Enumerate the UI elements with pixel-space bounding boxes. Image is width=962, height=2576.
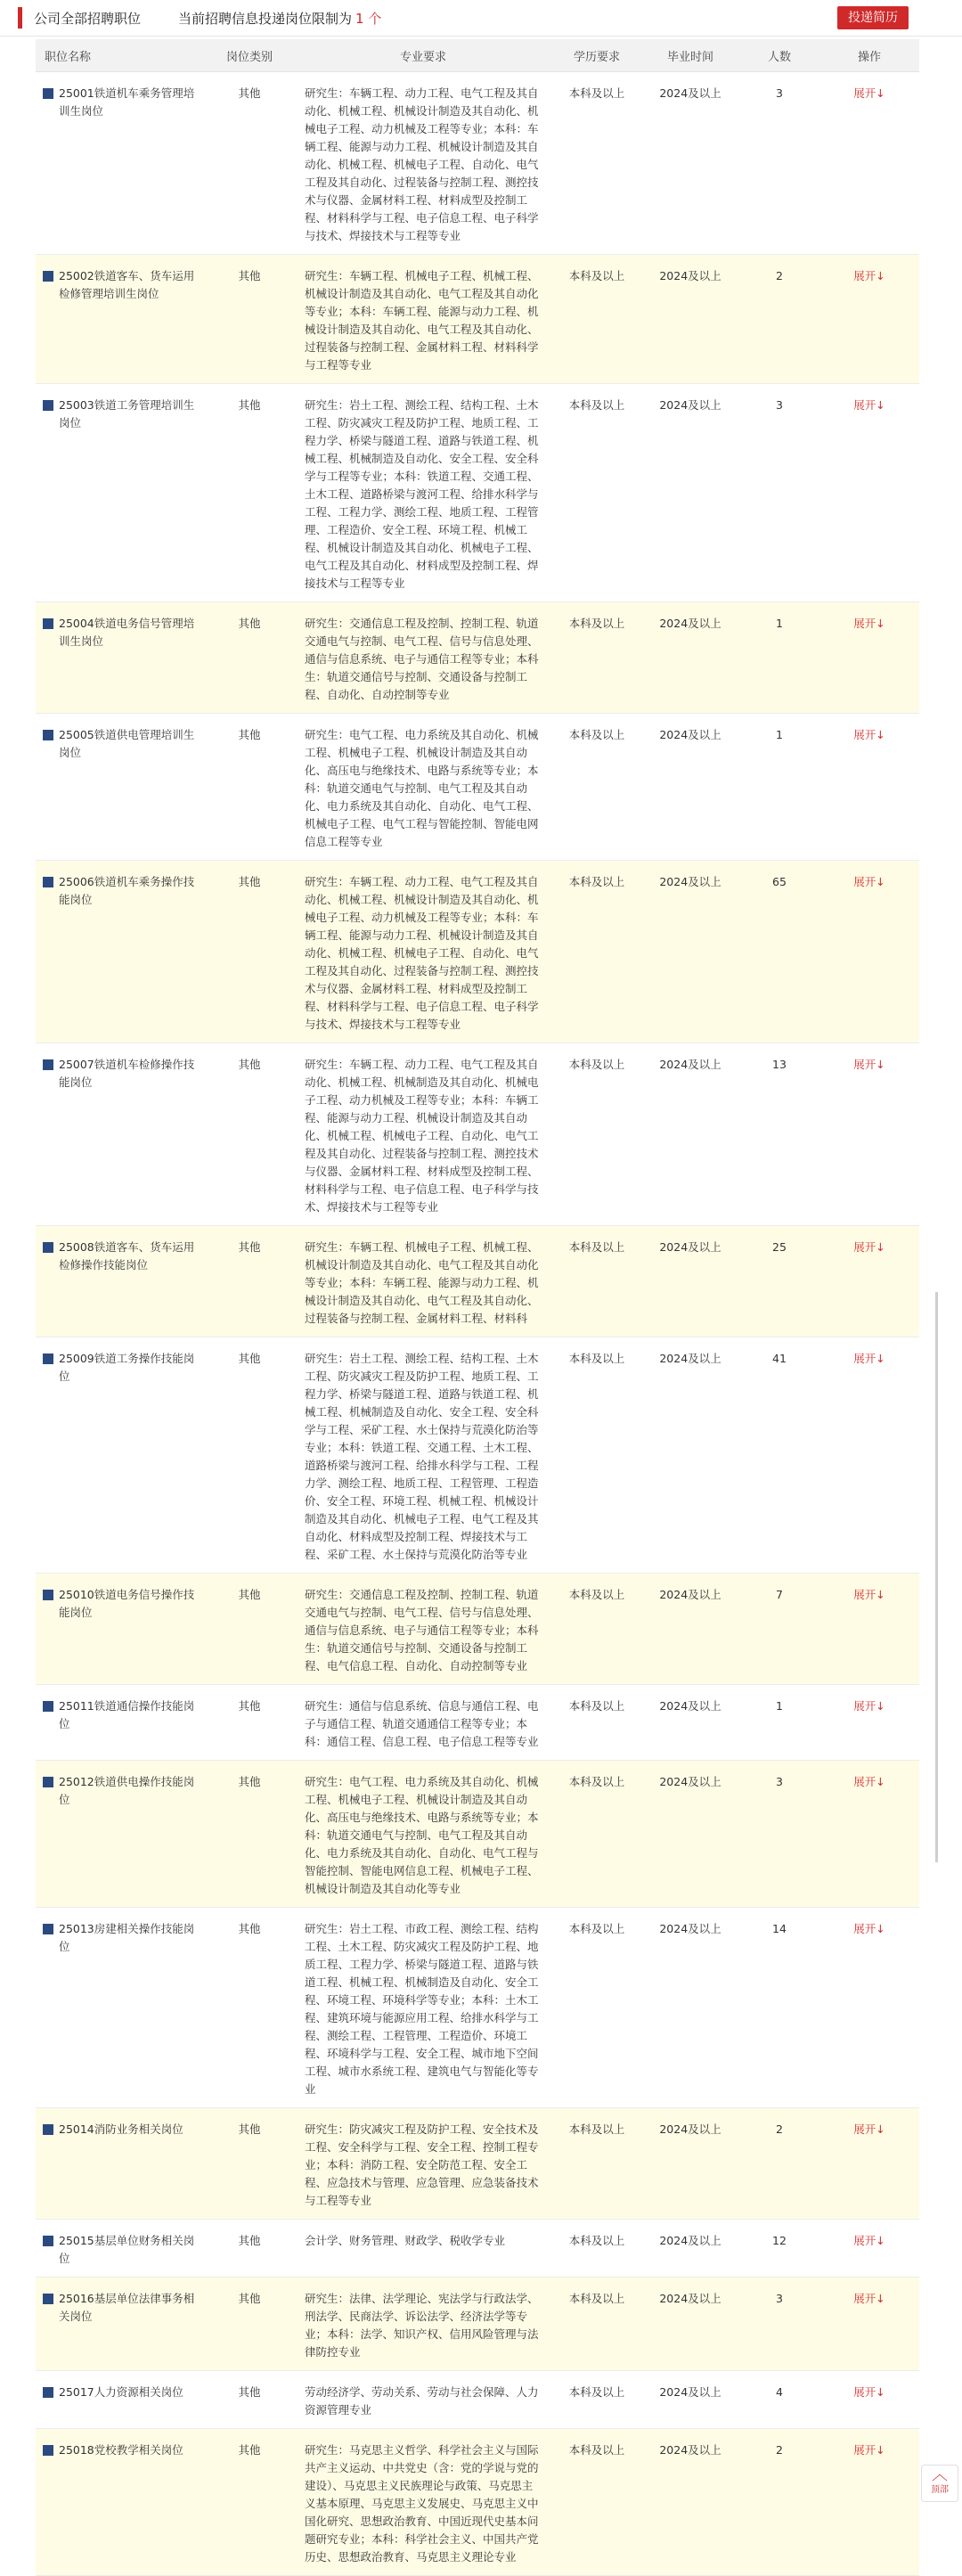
col-header-graduation: 毕业时间 [641,39,739,72]
job-category: 其他 [205,714,294,861]
education-requirement: 本科及以上 [552,1908,641,2108]
expand-button[interactable]: 展开↓ [819,1685,919,1761]
headcount: 3 [739,1761,819,1908]
graduation-time: 2024及以上 [641,714,739,861]
job-name: 25004铁道电务信号管理培训生岗位 [59,617,195,648]
job-name-cell [36,72,205,255]
headcount: 1 [739,714,819,861]
major-requirement: 研究生：防灾减灾工程及防护工程、安全技术及工程、安全科学与工程、安全工程、控制工程专业；本科：消防工程、安全防范工程、安全工程、应急技术与管理、应急管理、应急装备技术与工程等专业 [294,2108,552,2220]
job-name-cell [36,1043,205,1226]
table-row [36,2429,919,2576]
col-header-education: 学历要求 [552,39,641,72]
job-category: 其他 [205,2220,294,2278]
table-row [36,1043,919,1226]
job-name-cell [36,861,205,1043]
job-name: 25013房建相关操作技能岗位 [59,1922,195,1953]
expand-button[interactable]: 展开↓ [819,2278,919,2371]
headcount: 3 [739,72,819,255]
major-requirement: 研究生：马克思主义哲学、科学社会主义与国际共产主义运动、中共党史（含：党的学说与党的建设）、马克思主义民族理论与政策、马克思主义基本原理、马克思主义发展史、马克思主义中国化研究、思想政治教育、中国近现代史基本问题研究专业；本科：科学社会主义、中国共产党历史、思想政治教育、马克思主义理论专业 [294,2429,552,2576]
expand-button[interactable]: 展开↓ [819,2371,919,2429]
job-category: 其他 [205,384,294,602]
job-category: 其他 [205,255,294,384]
table-header [36,39,919,72]
headcount: 3 [739,2278,819,2371]
major-requirement: 研究生：车辆工程、动力工程、电气工程及其自动化、机械工程、机械设计制造及其自动化、机械电子工程、动力机械及工程等专业；本科：车辆工程、能源与动力工程、机械设计制造及其自动化、机械工程、机械电子工程、自动化、电气工程及其自动化、过程装备与控制工程、测控技术与仪器、金属材料工程、材料成型及控制工程、材料科学与工程、电子信息工程、电子科学与技术、焊接技术与工程等专业 [294,861,552,1043]
graduation-time: 2024及以上 [641,602,739,714]
job-category: 其他 [205,1337,294,1574]
graduation-time: 2024及以上 [641,2108,739,2220]
headcount: 3 [739,384,819,602]
headcount: 12 [739,2220,819,2278]
headcount: 4 [739,2371,819,2429]
education-requirement: 本科及以上 [552,1761,641,1908]
bullet-square-icon [43,2124,53,2135]
scrollbar[interactable] [935,1292,938,1862]
table-row [36,602,919,714]
education-requirement: 本科及以上 [552,1226,641,1337]
graduation-time: 2024及以上 [641,1761,739,1908]
table-row [36,1574,919,1685]
graduation-time: 2024及以上 [641,384,739,602]
expand-button[interactable]: 展开↓ [819,2429,919,2576]
bullet-square-icon [43,271,53,282]
job-name: 25017人力资源相关岗位 [59,2385,183,2399]
back-to-top-button[interactable] [921,2465,958,2502]
headcount: 2 [739,2108,819,2220]
job-name: 25007铁道机车检修操作技能岗位 [59,1058,195,1089]
graduation-time: 2024及以上 [641,1574,739,1685]
major-requirement: 研究生：交通信息工程及控制、控制工程、轨道交通电气与控制、电气工程、信号与信息处理、通信与信息系统、电子与通信工程等专业；本科生：轨道交通信号与控制、交通设备与控制工程、自动化、自动控制等专业 [294,602,552,714]
submit-resume-button[interactable]: 投递简历 [837,6,909,29]
job-name-cell [36,1685,205,1761]
bullet-square-icon [43,1242,53,1253]
education-requirement: 本科及以上 [552,1043,641,1226]
major-requirement: 研究生：车辆工程、动力工程、电气工程及其自动化、机械工程、机械制造及其自动化、机械电子工程、动力机械及工程等专业；本科：车辆工程、能源与动力工程、机械设计制造及其自动化、机械工程、机械电子工程、自动化、电气工程及其自动化、过程装备与控制工程、测控技术与仪器、金属材料工程、材料成型及控制工程、材料科学与工程、电子信息工程、电子科学与技术、焊接技术与工程等专业 [294,1043,552,1226]
job-name: 25016基层单位法律事务相关岗位 [59,2292,195,2323]
headcount: 25 [739,1226,819,1337]
bullet-square-icon [43,877,53,887]
col-header-name: 职位名称 [36,39,205,72]
job-name-cell [36,384,205,602]
bullet-square-icon [43,2294,53,2304]
job-category: 其他 [205,1226,294,1337]
job-name-cell [36,1761,205,1908]
bullet-square-icon [43,730,53,740]
job-category: 其他 [205,861,294,1043]
job-category: 其他 [205,602,294,714]
job-name: 25018党校教学相关岗位 [59,2443,183,2457]
graduation-time: 2024及以上 [641,2220,739,2278]
education-requirement: 本科及以上 [552,2278,641,2371]
bullet-square-icon [43,2387,53,2398]
table-row [36,1761,919,1908]
expand-button[interactable]: 展开↓ [819,714,919,861]
major-requirement: 研究生：交通信息工程及控制、控制工程、轨道交通电气与控制、电气工程、信号与信息处理、通信与信息系统、电子与通信工程等专业；本科生：轨道交通信号与控制、交通设备与控制工程、电气信息工程、自动化、自动控制等专业 [294,1574,552,1685]
table-row [36,72,919,255]
bullet-square-icon [43,1590,53,1600]
major-requirement: 研究生：岩土工程、测绘工程、结构工程、土木工程、防灾减灾工程及防护工程、地质工程、工程力学、桥梁与隧道工程、道路与铁道工程、机械工程、机械制造及自动化、安全工程、安全科学与工程、采矿工程、水土保持与荒漠化防治等专业；本科：铁道工程、交通工程、土木工程、道路桥梁与渡河工程、给排水科学与工程、工程力学、测绘工程、地质工程、工程管理、工程造价、安全工程、环境工程、机械工程、机械设计制造及其自动化、机械电子工程、电气工程及其自动化、材料成型及控制工程、焊接技术与工程、采矿工程、水土保持与荒漠化防治等专业 [294,1337,552,1574]
headcount: 2 [739,2429,819,2576]
job-category: 其他 [205,2108,294,2220]
job-category: 其他 [205,72,294,255]
graduation-time: 2024及以上 [641,2278,739,2371]
job-name: 25006铁道机车乘务操作技能岗位 [59,875,195,906]
table-row [36,2371,919,2429]
graduation-time: 2024及以上 [641,1685,739,1761]
job-name-cell [36,1574,205,1685]
job-name-cell [36,714,205,861]
bullet-square-icon [43,1353,53,1364]
bullet-square-icon [43,1701,53,1712]
table-row [36,384,919,602]
headcount: 7 [739,1574,819,1685]
job-category: 其他 [205,1908,294,2108]
graduation-time: 2024及以上 [641,1226,739,1337]
table-row [36,714,919,861]
table-row [36,1685,919,1761]
job-name: 25009铁道工务操作技能岗位 [59,1352,195,1383]
col-header-major: 专业要求 [294,39,552,72]
limit-count: 1 个 [355,11,382,27]
major-requirement: 研究生：车辆工程、动力工程、电气工程及其自动化、机械工程、机械设计制造及其自动化、机械电子工程、动力机械及工程等专业；本科：车辆工程、能源与动力工程、机械设计制造及其自动化、机械工程、机械电子工程、自动化、电气工程及其自动化、过程装备与控制工程、测控技术与仪器、金属材料工程、材料成型及控制工程、材料科学与工程、电子信息工程、电子科学与技术、焊接技术与工程等专业 [294,72,552,255]
table-row [36,2220,919,2278]
table-row [36,2278,919,2371]
job-name-cell [36,1908,205,2108]
job-category: 其他 [205,1761,294,1908]
major-requirement: 会计学、财务管理、财政学、税收学专业 [294,2220,552,2278]
page-title: 公司全部招聘职位 [34,11,142,27]
expand-button[interactable]: 展开↓ [819,2220,919,2278]
jobs-table [36,39,919,2576]
title-accent-bar [18,7,22,29]
bullet-square-icon [43,400,53,411]
education-requirement: 本科及以上 [552,2108,641,2220]
education-requirement: 本科及以上 [552,384,641,602]
bullet-square-icon [43,1924,53,1934]
bullet-square-icon [43,1059,53,1070]
arrow-up-icon: ︿ [932,2466,948,2484]
job-name: 25010铁道电务信号操作技能岗位 [59,1588,195,1619]
job-name: 25008铁道客车、货车运用检修操作技能岗位 [59,1240,195,1272]
expand-button[interactable]: 展开↓ [819,1226,919,1337]
headcount: 65 [739,861,819,1043]
table-row [36,861,919,1043]
graduation-time: 2024及以上 [641,1043,739,1226]
limit-notice [178,9,381,28]
job-name: 25012铁道供电操作技能岗位 [59,1775,195,1806]
education-requirement: 本科及以上 [552,861,641,1043]
graduation-time: 2024及以上 [641,2371,739,2429]
major-requirement: 研究生：车辆工程、机械电子工程、机械工程、机械设计制造及其自动化、电气工程及其自动化等专业；本科：车辆工程、能源与动力工程、机械设计制造及其自动化、电气工程及其自动化、过程装备与控制工程、金属材料工程、材料科 [294,1226,552,1337]
expand-button[interactable]: 展开↓ [819,1574,919,1685]
limit-text: 当前招聘信息投递岗位限制为 [178,11,353,27]
expand-button[interactable]: 展开↓ [819,384,919,602]
graduation-time: 2024及以上 [641,2429,739,2576]
major-requirement: 劳动经济学、劳动关系、劳动与社会保障、人力资源管理专业 [294,2371,552,2429]
bullet-square-icon [43,2236,53,2246]
headcount: 41 [739,1337,819,1574]
education-requirement: 本科及以上 [552,1574,641,1685]
headcount: 14 [739,1908,819,2108]
headcount: 2 [739,255,819,384]
job-name-cell [36,2429,205,2576]
expand-button[interactable]: 展开↓ [819,1043,919,1226]
job-name-cell [36,2278,205,2371]
major-requirement: 研究生：通信与信息系统、信息与通信工程、电子与通信工程、轨道交通通信工程等专业；本科：通信工程、信息工程、电子信息工程等专业 [294,1685,552,1761]
headcount: 13 [739,1043,819,1226]
job-name-cell [36,602,205,714]
job-name-cell [36,2371,205,2429]
expand-button[interactable]: 展开↓ [819,72,919,255]
bullet-square-icon [43,1777,53,1787]
headcount: 1 [739,602,819,714]
graduation-time: 2024及以上 [641,1908,739,2108]
table-row [36,2108,919,2220]
expand-button[interactable]: 展开↓ [819,1761,919,1908]
table-row [36,255,919,384]
back-to-top-label: 顶部 [931,2485,949,2495]
job-name: 25014消防业务相关岗位 [59,2122,183,2136]
graduation-time: 2024及以上 [641,255,739,384]
table-row [36,1908,919,2108]
job-category: 其他 [205,1685,294,1761]
education-requirement: 本科及以上 [552,255,641,384]
graduation-time: 2024及以上 [641,861,739,1043]
job-name-cell [36,2220,205,2278]
job-category: 其他 [205,2429,294,2576]
table-row [36,1226,919,1337]
education-requirement: 本科及以上 [552,2429,641,2576]
expand-button[interactable]: 展开↓ [819,1908,919,2108]
major-requirement: 研究生：岩土工程、市政工程、测绘工程、结构工程、土木工程、防灾减灾工程及防护工程、地质工程、工程力学、桥梁与隧道工程、道路与铁道工程、机械工程、机械制造及自动化、安全工程、环境工程、环境科学等专业；本科：土木工程、建筑环境与能源应用工程、给排水科学与工程、测绘工程、工程管理、工程造价、环境工程、环境科学与工程、安全工程、城市地下空间工程、城市水系统工程、建筑电气与智能化等专业 [294,1908,552,2108]
bullet-square-icon [43,618,53,629]
education-requirement: 本科及以上 [552,2220,641,2278]
major-requirement: 研究生：法律、法学理论、宪法学与行政法学、刑法学、民商法学、诉讼法学、经济法学等专业；本科：法学、知识产权、信用风险管理与法律防控专业 [294,2278,552,2371]
graduation-time: 2024及以上 [641,72,739,255]
table-row [36,1337,919,1574]
job-name-cell [36,1337,205,1574]
education-requirement: 本科及以上 [552,602,641,714]
graduation-time: 2024及以上 [641,1337,739,1574]
education-requirement: 本科及以上 [552,1337,641,1574]
expand-button[interactable]: 展开↓ [819,861,919,1043]
job-category: 其他 [205,2371,294,2429]
major-requirement: 研究生：电气工程、电力系统及其自动化、机械工程、机械电子工程、机械设计制造及其自动化、高压电与绝缘技术、电路与系统等专业；本科：轨道交通电气与控制、电气工程及其自动化、电力系统及其自动化、自动化、电气工程与智能控制、智能电网信息工程、机械电子工程、机械设计制造及其自动化等专业 [294,1761,552,1908]
job-name: 25003铁道工务管理培训生岗位 [59,398,195,429]
col-header-action: 操作 [819,39,919,72]
expand-button[interactable]: 展开↓ [819,255,919,384]
bullet-square-icon [43,88,53,99]
job-name: 25002铁道客车、货车运用检修管理培训生岗位 [59,269,195,300]
headcount: 1 [739,1685,819,1761]
major-requirement: 研究生：电气工程、电力系统及其自动化、机械工程、机械电子工程、机械设计制造及其自动化、高压电与绝缘技术、电路与系统等专业；本科：轨道交通电气与控制、电气工程及其自动化、电力系统及其自动化、自动化、电气工程、机械电子工程、电气工程与智能控制、智能电网信息工程等专业 [294,714,552,861]
education-requirement: 本科及以上 [552,1685,641,1761]
job-category: 其他 [205,1043,294,1226]
job-name-cell [36,255,205,384]
expand-button[interactable]: 展开↓ [819,2108,919,2220]
job-name: 25011铁道通信操作技能岗位 [59,1699,195,1730]
education-requirement: 本科及以上 [552,2371,641,2429]
expand-button[interactable]: 展开↓ [819,602,919,714]
col-header-category: 岗位类别 [205,39,294,72]
bullet-square-icon [43,2445,53,2456]
expand-button[interactable]: 展开↓ [819,1337,919,1574]
job-category: 其他 [205,1574,294,1685]
job-name: 25015基层单位财务相关岗位 [59,2234,195,2265]
col-header-count: 人数 [739,39,819,72]
major-requirement: 研究生：车辆工程、机械电子工程、机械工程、机械设计制造及其自动化、电气工程及其自动化等专业；本科：车辆工程、能源与动力工程、机械设计制造及其自动化、电气工程及其自动化、过程装备与控制工程、金属材料工程、材料科学与工程等专业 [294,255,552,384]
major-requirement: 研究生：岩土工程、测绘工程、结构工程、土木工程、防灾减灾工程及防护工程、地质工程、工程力学、桥梁与隧道工程、道路与铁道工程、机械工程、机械制造及自动化、安全工程、安全科学与工程等专业；本科：铁道工程、交通工程、土木工程、道路桥梁与渡河工程、给排水科学与工程、工程力学、测绘工程、地质工程、工程管理、工程造价、安全工程、环境工程、机械工程、机械设计制造及其自动化、机械电子工程、电气工程及其自动化、材料成型及控制工程、焊接技术与工程等专业 [294,384,552,602]
education-requirement: 本科及以上 [552,72,641,255]
job-name-cell [36,2108,205,2220]
job-name: 25001铁道机车乘务管理培训生岗位 [59,86,195,118]
job-category: 其他 [205,2278,294,2371]
top-bar [0,0,962,37]
job-name: 25005铁道供电管理培训生岗位 [59,728,195,759]
job-name-cell [36,1226,205,1337]
education-requirement: 本科及以上 [552,714,641,861]
